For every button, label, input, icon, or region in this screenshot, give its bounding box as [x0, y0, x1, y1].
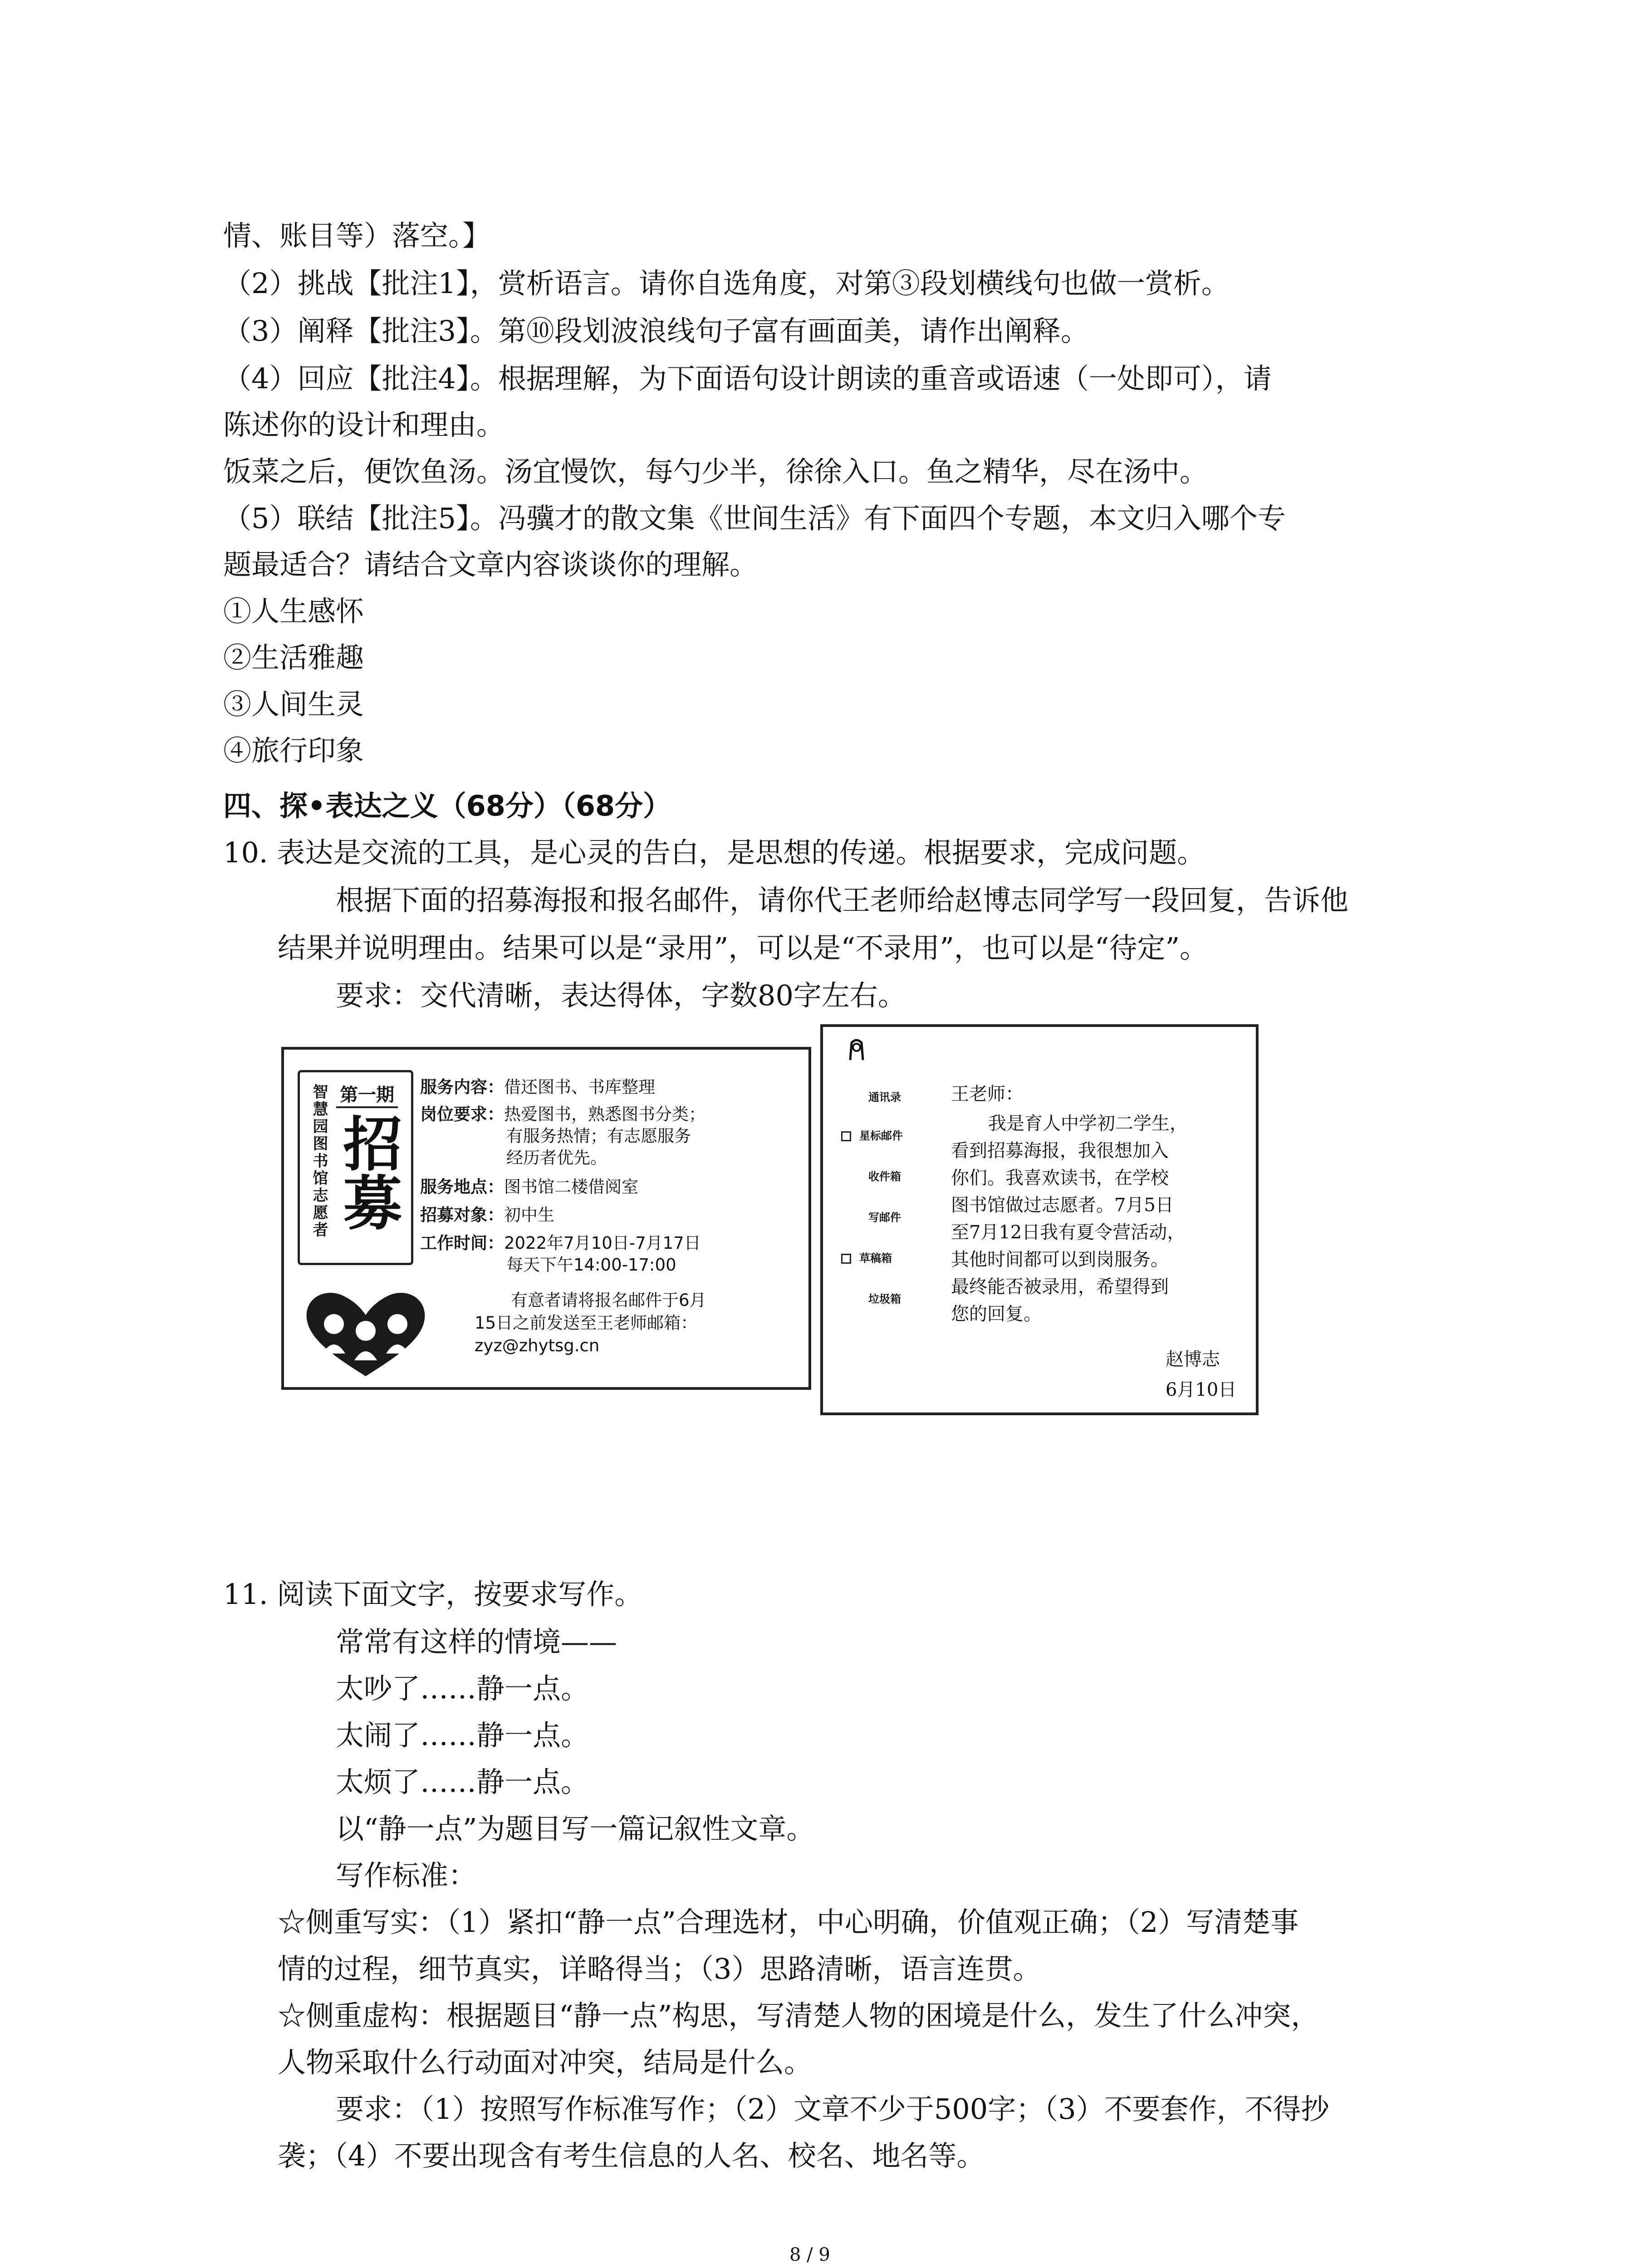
poster-title-box [298, 1070, 413, 1265]
poster-email: zyz@zhytsg.cn [475, 1336, 600, 1355]
option-1: ①人生感怀 [223, 595, 364, 628]
poster-row-cont: 每天下午14:00-17:00 [506, 1255, 676, 1275]
draft-box-icon [841, 1254, 851, 1264]
text-line: 太烦了……静一点。 [336, 1765, 589, 1799]
text-line: 人物采取什么行动面对冲突，结局是什么。 [278, 2046, 813, 2079]
star-box-icon [841, 1131, 851, 1141]
option-2: ②生活雅趣 [223, 641, 364, 674]
signup-email [820, 1024, 1259, 1415]
poster-row: 服务内容：借还图书、书库整理 [420, 1077, 655, 1097]
email-body-line: 您的回复。 [951, 1304, 1042, 1325]
question-11: 11. 阅读下面文字，按要求写作。 [223, 1578, 643, 1611]
poster-big-text: 招募 [333, 1113, 403, 1231]
poster-note: 有意者请将报名邮件于6月 [511, 1290, 706, 1310]
poster-note: 15日之前发送至王老师邮箱： [475, 1313, 698, 1333]
criteria-line: ☆侧重写实：（1）紧扣“静一点”合理选材，中心明确，价值观正确；（2）写清楚事 [278, 1906, 1299, 1939]
section-heading: 四、探•表达之义（68分）（68分） [223, 789, 671, 822]
question-9-5: （5）联结【批注5】。冯骥才的散文集《世间生活》有下面四个专题，本文归入哪个专 [223, 502, 1286, 535]
question-9-3: （3）阐释【批注3】。第⑩段划波浪线句子富有画面美，请作出阐释。 [223, 314, 1089, 347]
reading-sentence: 饭菜之后，便饮鱼汤。汤宜慢饮，每勺少半，徐徐入口。鱼之精华，尽在汤中。 [223, 455, 1208, 488]
question-10: 10. 表达是交流的工具，是心灵的告白，是思想的传递。根据要求，完成问题。 [223, 836, 1205, 869]
poster-row: 岗位要求：热爱图书，熟悉图书分类； [420, 1105, 705, 1124]
option-3: ③人间生灵 [223, 688, 364, 721]
text-line: 以“静一点”为题目写一篇记叙性文章。 [336, 1812, 815, 1845]
email-body-line: 图书馆做过志愿者。7月5日 [951, 1195, 1174, 1216]
text-line: 袭；（4）不要出现含有考生信息的人名、校名、地名等。 [278, 2139, 985, 2172]
sidebar-drafts[interactable]: 草稿箱 [841, 1249, 892, 1265]
sidebar-contacts[interactable]: 通讯录 [868, 1091, 901, 1104]
poster-row: 工作时间：2022年7月10日-7月17日 [420, 1233, 701, 1253]
poster-row-cont: 有服务热情；有志愿服务 [506, 1126, 691, 1146]
text-line: 情、账目等）落空。】 [223, 219, 491, 252]
requirement-line: 要求：交代清晰，表达得体，字数80字左右。 [336, 979, 906, 1012]
poster-row: 服务地点：图书馆二楼借阅室 [420, 1177, 638, 1197]
question-9-2: （2）挑战【批注1】，赏析语言。请你自选角度，对第③段划横线句也做一赏析。 [223, 267, 1230, 300]
page-number: 8 / 9 [789, 2244, 830, 2265]
text-line: 常常有这样的情境—— [336, 1625, 617, 1658]
sidebar-trash[interactable]: 垃圾箱 [868, 1293, 901, 1305]
email-body-line: 至7月12日我有夏令营活动， [951, 1222, 1185, 1243]
poster-issue: 第一期 [336, 1080, 398, 1108]
text-line: 题最适合？请结合文章内容谈谈你的理解。 [223, 548, 758, 581]
poster-vertical-title: 智慧园图书馆志愿者 [310, 1084, 328, 1239]
option-4: ④旅行印象 [223, 734, 364, 767]
email-sidebar [823, 1027, 936, 1413]
criteria-line: ☆侧重虚构：根据题目“静一点”构思，写清楚人物的困境是什么，发生了什么冲突， [278, 1999, 1319, 2032]
text-line: 结果并说明理由。结果可以是“录用”，可以是“不录用”，也可以是“待定”。 [278, 931, 1208, 964]
text-line: 情的过程，细节真实，详略得当；（3）思路清晰，语言连贯。 [278, 1952, 1041, 1985]
email-date: 6月10日 [1166, 1379, 1237, 1400]
recruitment-poster [281, 1047, 811, 1390]
email-body-line: 我是育人中学初二学生， [988, 1113, 1188, 1134]
requirement-line: 要求：（1）按照写作标准写作；（2）文章不少于500字；（3）不要套作，不得抄 [336, 2092, 1329, 2126]
email-body-line: 其他时间都可以到岗服务。 [951, 1249, 1169, 1270]
email-greeting: 王老师： [951, 1084, 1024, 1105]
sidebar-starred[interactable]: 星标邮件 [841, 1127, 903, 1143]
email-signature: 赵博志 [1166, 1349, 1220, 1370]
question-9-4: （4）回应【批注4】。根据理解，为下面语句设计朗读的重音或语速（一处即可），请 [223, 362, 1272, 395]
text-line: 根据下面的招募海报和报名邮件，请你代王老师给赵博志同学写一段回复，告诉他 [336, 884, 1349, 917]
volunteers-heart-icon [302, 1286, 429, 1381]
email-body-line: 最终能否被录用，希望得到 [951, 1276, 1169, 1297]
sidebar-inbox[interactable]: 收件箱 [868, 1170, 901, 1183]
user-icon [848, 1038, 865, 1061]
text-line: 写作标准： [336, 1859, 477, 1892]
email-body-line: 你们。我喜欢读书，在学校 [951, 1168, 1169, 1188]
sidebar-compose[interactable]: 写邮件 [868, 1211, 901, 1224]
text-line: 太闹了……静一点。 [336, 1719, 589, 1752]
poster-row-cont: 经历者优先。 [506, 1148, 607, 1168]
text-line: 太吵了……静一点。 [336, 1672, 589, 1705]
text-line: 陈述你的设计和理由。 [223, 408, 505, 441]
poster-row: 招募对象：初中生 [420, 1205, 554, 1225]
email-body-line: 看到招募海报，我很想加入 [951, 1140, 1169, 1161]
